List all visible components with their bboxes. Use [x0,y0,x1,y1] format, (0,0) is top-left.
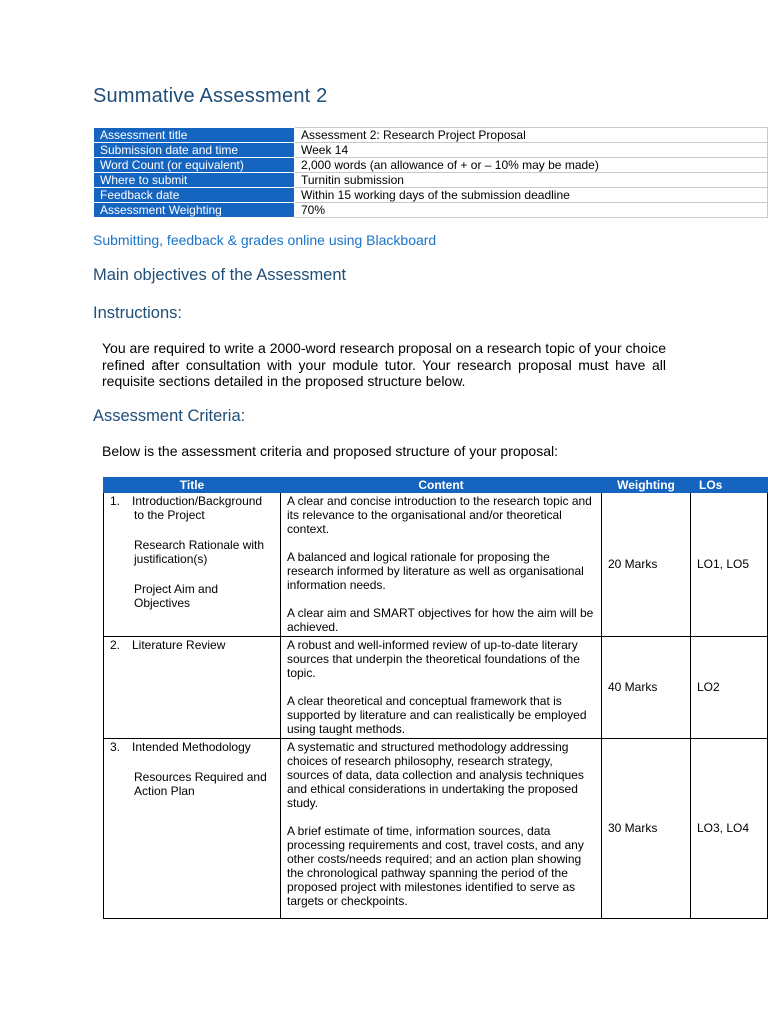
criteria-title-cell [104,493,281,637]
info-value: Assessment 2: Research Project Proposal [295,128,768,143]
criteria-header-row [104,478,768,493]
criteria-table [103,477,768,919]
content-paragraph: A clear theoretical and conceptual framework that is supported by literature and can realistically be employed using taught methods. [287,694,587,736]
info-label: Feedback date [94,188,295,203]
criteria-heading: Assessment Criteria: [93,407,246,425]
content-paragraph: A clear aim and SMART objectives for how the aim will be achieved. [287,606,594,634]
info-row [94,188,768,203]
info-label: Assessment Weighting [94,203,295,218]
row-title-cont: to the Project [134,508,205,522]
row-number: 1. [110,494,121,508]
instructions-heading: Instructions: [93,304,182,322]
info-value: 2,000 words (an allowance of + or – 10% may be made) [295,158,768,173]
info-row [94,158,768,173]
info-row [94,128,768,143]
criteria-content-cell [281,493,602,637]
los-cell: LO2 [691,637,768,739]
criteria-row [104,493,768,637]
row-number: 3. [110,740,121,754]
header-weighting: Weighting [602,478,691,493]
weighting-cell: 40 Marks [602,637,691,739]
info-value: Within 15 working days of the submission deadline [295,188,768,203]
criteria-intro: Below is the assessment criteria and proposed structure of your proposal: [102,443,559,459]
content-paragraph: A systematic and structured methodology addressing choices of research philosophy, research strategy, sources of data, data collection and analysis techniques and ethical considerations in undertaking the proposed study. [287,740,584,810]
criteria-content-cell [281,637,602,739]
content-paragraph: A clear and concise introduction to the research topic and its relevance to the organisational and/or theoretical context. [287,494,592,536]
content-paragraph: A brief estimate of time, information sources, data processing requirements and cost, travel costs, and any other costs/needs required; and an action plan showing the chronological pathway spanning the period of the proposed project with milestones identified to serve as targets or checkpoints. [287,824,584,908]
header-los: LOs [691,478,768,493]
criteria-title-cell [104,637,281,739]
instructions-text: You are required to write a 2000-word research proposal on a research topic of your choice refined after consultation with your module tutor. Your research proposal must have all requisite sections detailed in the proposed structure below. [102,340,666,389]
row-title: Literature Review [132,638,226,652]
info-value: Week 14 [295,143,768,158]
header-title: Title [104,478,281,493]
info-label: Assessment title [94,128,295,143]
los-cell: LO1, LO5 [691,493,768,637]
content-paragraph: A balanced and logical rationale for proposing the research informed by literature as well as organisational information needs. [287,550,584,592]
info-row [94,143,768,158]
assessment-info-table [93,127,768,218]
info-label: Word Count (or equivalent) [94,158,295,173]
info-row [94,173,768,188]
info-value: 70% [295,203,768,218]
row-subtitle: Project Aim and Objectives [134,582,219,610]
info-label: Where to submit [94,173,295,188]
criteria-row [104,637,768,739]
los-cell: LO3, LO4 [691,739,768,919]
header-content: Content [281,478,602,493]
info-row [94,203,768,218]
weighting-cell: 20 Marks [602,493,691,637]
blackboard-link[interactable]: Submitting, feedback & grades online using Blackboard [93,232,437,248]
row-title: Intended Methodology [132,740,251,754]
content-paragraph: A robust and well-informed review of up-to-date literary sources that underpin the theoretical foundations of the topic. [287,638,580,680]
weighting-cell: 30 Marks [602,739,691,919]
row-subtitle: Resources Required and Action Plan [134,770,267,798]
row-number: 2. [110,638,121,652]
row-subtitle: Research Rationale with justification(s) [134,538,265,566]
criteria-content-cell [281,739,602,919]
main-objectives-heading: Main objectives of the Assessment [93,266,347,284]
row-title: Introduction/Background [132,494,263,508]
criteria-title-cell [104,739,281,919]
criteria-row [104,739,768,919]
info-value: Turnitin submission [295,173,768,188]
page-title: Summative Assessment 2 [93,85,328,107]
info-label: Submission date and time [94,143,295,158]
